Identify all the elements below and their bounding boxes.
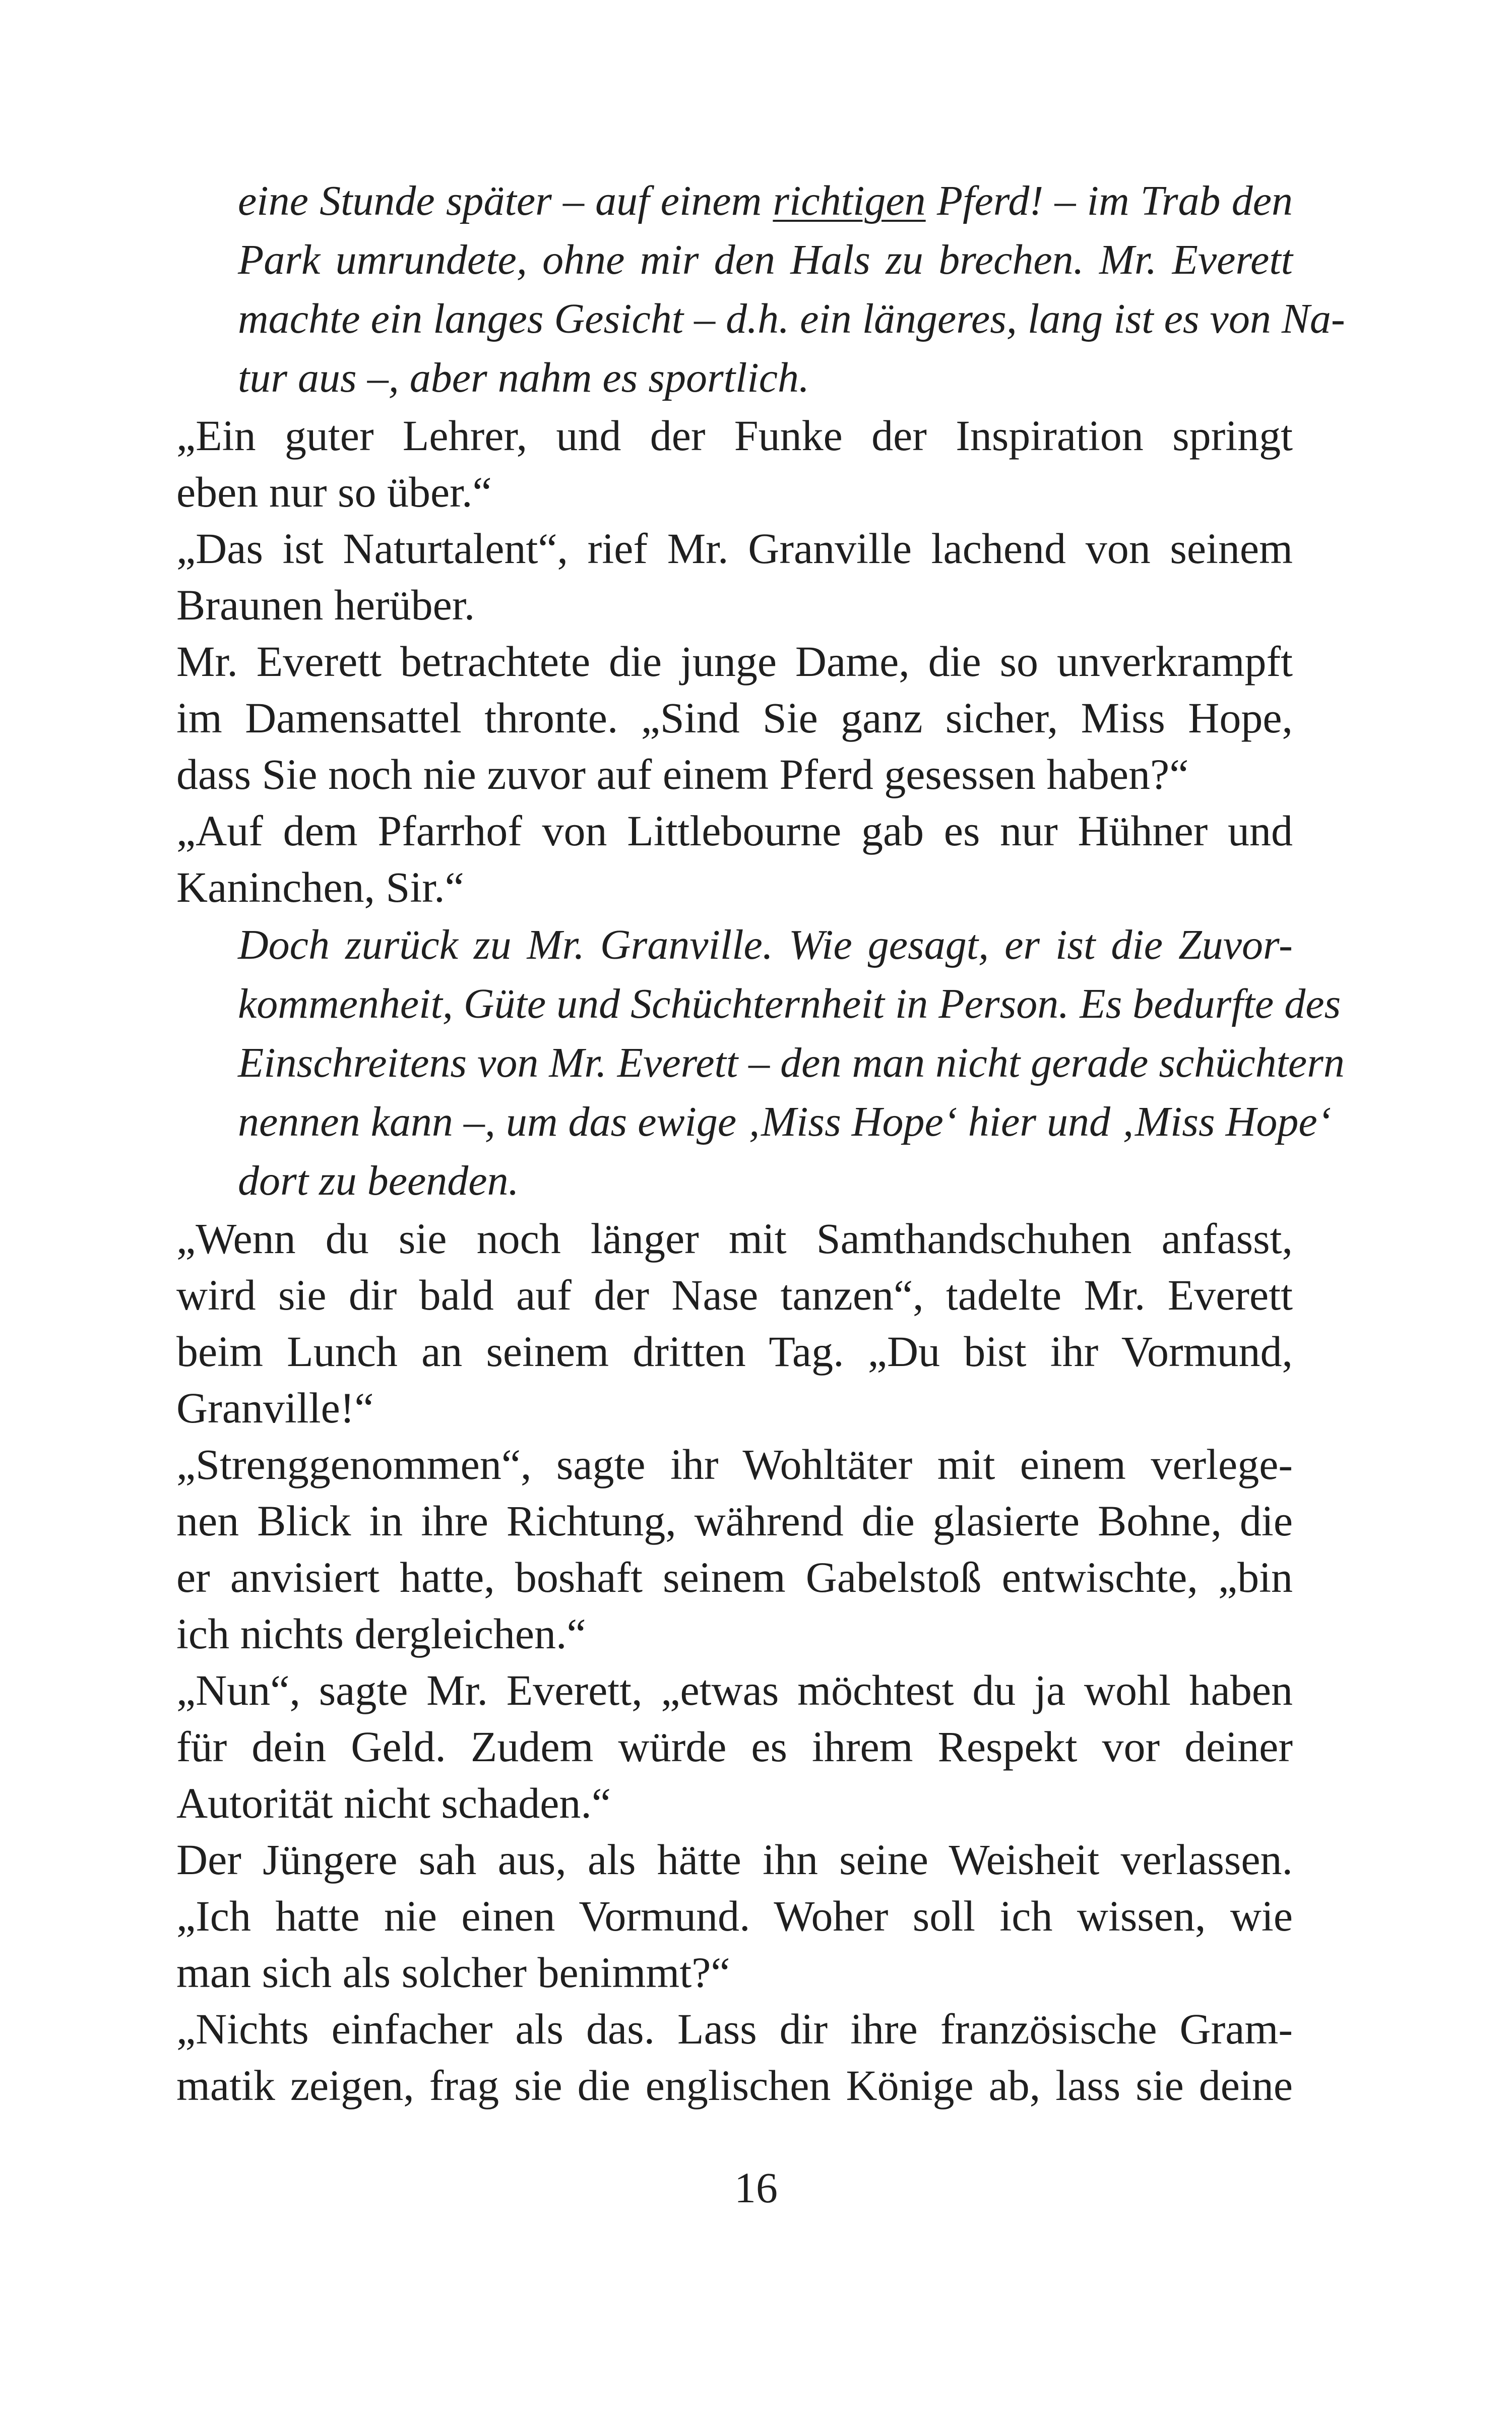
text-line: „Ein guter Lehrer, und der Funke der Inspiration springt [176, 411, 1293, 460]
text-line: matik zeigen, frag sie die englischen Könige ab, lass sie deine [176, 2061, 1293, 2110]
text-line: ich nichts dergleichen.“ [176, 1609, 586, 1658]
text-line: im Damensattel thronte. „Sind Sie ganz sicher, Miss Hope, [176, 694, 1293, 742]
text-line: eben nur so über.“ [176, 468, 492, 516]
text-line: „Nichts einfacher als das. Lass dir ihre französische Gram- [176, 2005, 1293, 2053]
text-line: dort zu beenden. [238, 1157, 519, 1204]
text-line: „Nun“, sagte Mr. Everett, „etwas möchtest du ja wohl haben [176, 1666, 1293, 1714]
italic-passage-2 [176, 915, 1345, 1210]
text-line: tur aus –, aber nahm es sportlich. [238, 354, 809, 401]
text-line: kommenheit, Güte und Schüchternheit in Person. Es bedurfte des [238, 980, 1341, 1027]
text-line [176, 171, 1293, 230]
text-line: „Ich hatte nie einen Vormund. Woher soll ich wissen, wie [176, 1892, 1293, 1940]
text-line: man sich als solcher benimmt?“ [176, 1948, 730, 1997]
text-line: beim Lunch an seinem dritten Tag. „Du bist ihr Vormund, [176, 1327, 1293, 1376]
text-line: „Wenn du sie noch länger mit Samthandschuhen anfasst, [176, 1214, 1293, 1263]
text-line: Doch zurück zu Mr. Granville. Wie gesagt, er ist die Zuvor- [238, 921, 1293, 968]
text-line: „Auf dem Pfarrhof von Littlebourne gab es nur Hühner und [176, 807, 1293, 855]
paragraph-group-2 [176, 1210, 1293, 2114]
text-line: Autorität nicht schaden.“ [176, 1779, 611, 1827]
text-line: nen Blick in ihre Richtung, während die glasierte Bohne, die [176, 1497, 1293, 1545]
text-line: dass Sie noch nie zuvor auf einem Pferd gesessen haben?“ [176, 750, 1189, 798]
text-line: Granville!“ [176, 1384, 374, 1432]
text-line: Der Jüngere sah aus, als hätte ihn seine Weisheit verlassen. [176, 1835, 1293, 1884]
text-line: Mr. Everett betrachtete die junge Dame, die so unverkrampft [176, 637, 1293, 686]
text-line: Park umrundete, ohne mir den Hals zu brechen. Mr. Everett [238, 236, 1293, 283]
text-line: „Das ist Naturtalent“, rief Mr. Granville lachend von seinem [176, 524, 1293, 573]
text-line: machte ein langes Gesicht – d.h. ein längeres, lang ist es von Na- [238, 295, 1345, 342]
text-line: für dein Geld. Zudem würde es ihrem Respekt vor deiner [176, 1722, 1293, 1771]
page-body [176, 171, 1345, 2114]
text-line: „Strenggenommen“, sagte ihr Wohltäter mit einem verlege- [176, 1440, 1293, 1489]
italic-passage-1 [176, 171, 1345, 407]
text-line: Kaninchen, Sir.“ [176, 863, 464, 911]
text-segment: eine Stunde später – auf einem [238, 177, 773, 224]
text-line: er anvisiert hatte, boshaft seinem Gabelstoß entwischte, „bin [176, 1553, 1293, 1601]
underlined-word: richtigen [773, 177, 926, 224]
text-line: Braunen herüber. [176, 581, 475, 629]
text-line: Einschreitens von Mr. Everett – den man nicht gerade schüchtern [238, 1039, 1345, 1086]
paragraph-group-1 [176, 407, 1293, 915]
text-line: nennen kann –, um das ewige ‚Miss Hope‘ hier und ‚Miss Hope‘ [238, 1098, 1332, 1145]
text-segment: Pferd! – im Trab den [925, 177, 1293, 224]
text-line: wird sie dir bald auf der Nase tanzen“, tadelte Mr. Everett [176, 1271, 1293, 1319]
page-number: 16 [734, 2163, 778, 2212]
